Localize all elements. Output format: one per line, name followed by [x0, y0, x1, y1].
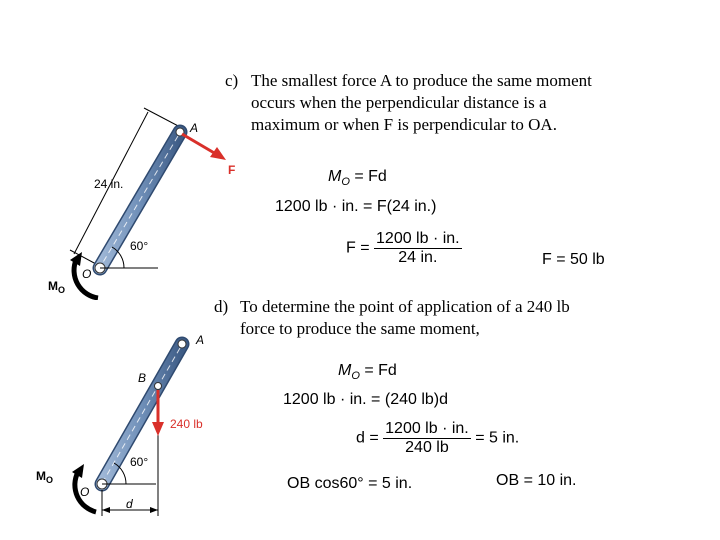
part-d-line1: d) To determine the point of application of a 240 lb	[214, 297, 570, 316]
d-arrow-left	[102, 507, 110, 513]
part-d-eq4: OB cos60° = 5 in.	[287, 475, 413, 492]
part-c-eq3: F = $\frac{1200 lb \cdot in.}{24 in.}$	[346, 230, 460, 266]
part-d-line2: force to produce the same moment,	[240, 319, 480, 338]
fig1-label-angle: 60°	[130, 239, 149, 253]
fig2-label-B: B	[138, 371, 147, 385]
fig1-label-moment: $M_O$	[48, 279, 66, 295]
part-c-eq1: $M_O = Fd$	[328, 168, 387, 189]
fig2-label-moment: $M_O$	[36, 469, 54, 485]
part-d-eq1: $M_O = Fd$	[338, 362, 397, 383]
d-arrow-right	[150, 507, 158, 513]
fig2-label-d: d	[126, 497, 133, 511]
part-c-eq2: 1200 lb · in. = F(24 in.)	[275, 198, 437, 215]
part-c-result: F = 50 lb	[542, 251, 605, 268]
fig2-label-force: 240 lb	[170, 417, 203, 431]
part-d-eq3: d = $\frac{1200 lb \cdot in.}{240 lb}$ = 5 in.	[356, 420, 520, 456]
fig1-label-F: F	[228, 163, 236, 177]
figure-2-lever	[30, 330, 230, 525]
fig2-label-angle: 60°	[130, 455, 149, 469]
part-d-eq2: 1200 lb · in. = (240 lb)d	[283, 391, 449, 408]
force-arrow	[182, 134, 226, 160]
fig1-label-A: A	[190, 121, 199, 135]
fig2-label-A: A	[196, 333, 205, 347]
fig2-label-O: O	[80, 485, 90, 499]
part-c-statement	[225, 70, 695, 136]
dimension-tick-top	[144, 108, 182, 128]
part-c-line1: c) The smallest force A to produce the same moment	[225, 71, 592, 90]
fig1-label-O: O	[82, 267, 92, 281]
part-d-fraction: $\frac{1200 lb \cdot in.}{240 lb}$	[385, 420, 469, 456]
part-d-statement	[214, 296, 694, 340]
part-c-line2: occurs when the perpendicular distance is a	[251, 93, 547, 112]
part-d-result: OB = 10 in.	[496, 472, 577, 489]
part-c-fraction: $\frac{1200 lb \cdot in.}{24 in.}$	[376, 230, 460, 266]
part-c-line3: maximum or when F is perpendicular to OA.	[251, 115, 557, 134]
fig1-label-length: 24 in.	[94, 177, 124, 191]
